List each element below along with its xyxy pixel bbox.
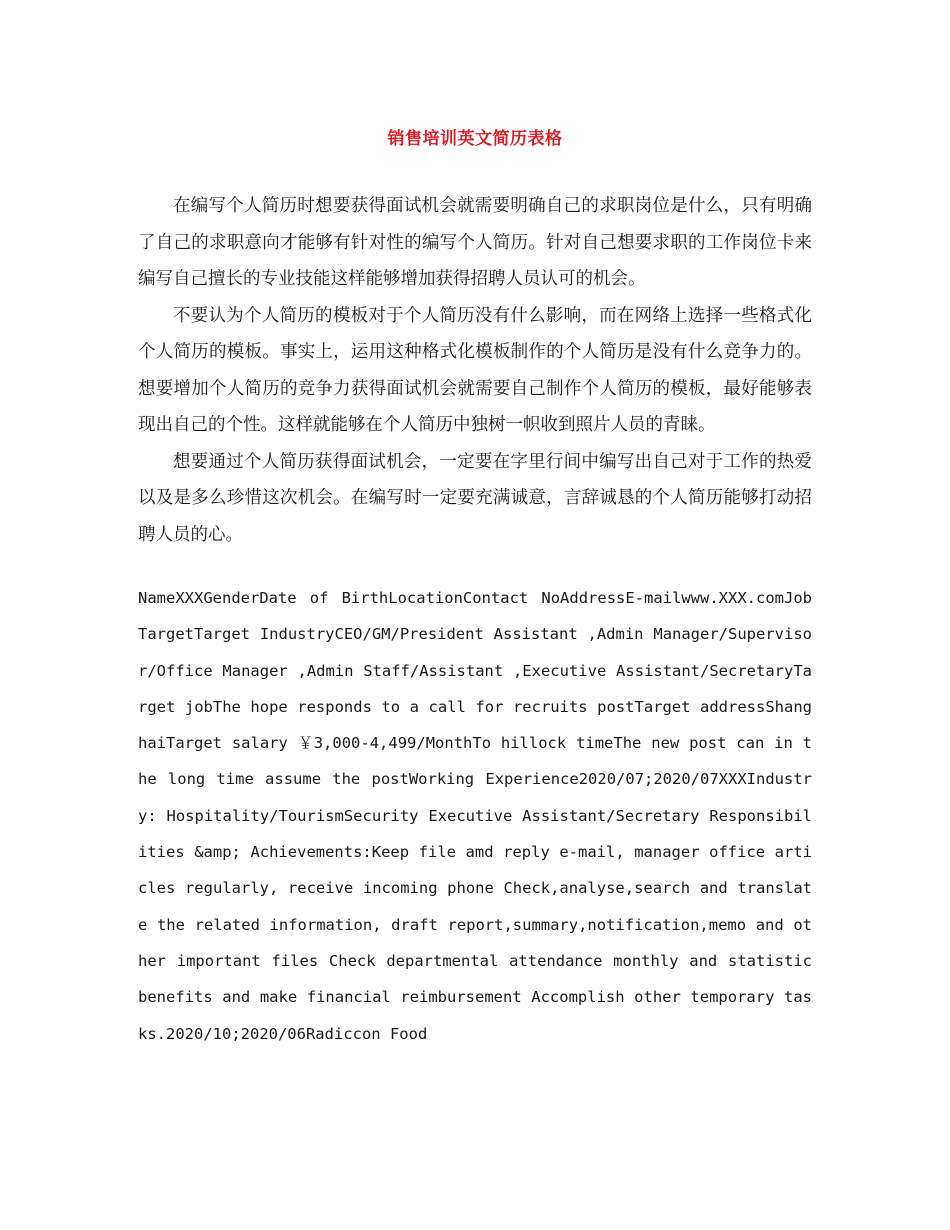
resume-english-block: NameXXXGenderDate of BirthLocationContact NoAddressE-mailwww.XXX.comJob TargetTarget IndustryCEO/GM/President Assistant ,Admin Manager/Supervisor/Office Manager ,Admin Staff/Assistant ,Executive Assistant/SecretaryTarget jobThe hope responds to a call for recruits postTarget addressShanghaiTarget salary ￥3,000-4,499/MonthTo hillock timeThe new post can in the long time assume the postWorking Experience2020/07;2020/07XXXIndustry: Hospitality/TourismSecurity Executive Assistant/Secretary Responsibilities &amp; Achievements:Keep file amd reply e-mail, manager office articles regularly, receive incoming phone Check,analyse,search and translate the related information, draft report,summary,notification,memo and other important files Check departmental attendance monthly and statistic benefits and make financial reimbursement Accomplish other temporary tasks.2020/10;2020/06Radiccon Food bbox=[138, 589, 812, 1043]
body-paragraph: 想要通过个人简历获得面试机会，一定要在字里行间中编写出自己对于工作的热爱以及是多么珍惜这次机会。在编写时一定要充满诚意，言辞诚恳的个人简历能够打动招聘人员的心。 bbox=[138, 451, 812, 545]
document-title: 销售培训英文简历表格 bbox=[387, 129, 563, 149]
chinese-body bbox=[138, 188, 812, 553]
body-paragraph: 在编写个人简历时想要获得面试机会就需要明确自己的求职岗位是什么，只有明确了自己的求职意向才能够有针对性的编写个人简历。针对自己想要求职的工作岗位卡来编写自己擅长的专业技能这样能够增加获得招聘人员认可的机会。 bbox=[138, 196, 812, 289]
body-paragraph: 不要认为个人简历的模板对于个人简历没有什么影响，而在网络上选择一些格式化个人简历的模板。事实上，运用这种格式化模板制作的个人简历是没有什么竞争力的。想要增加个人简历的竞争力获得面试机会就需要自己制作个人简历的模板，最好能够表现出自己的个性。这样就能够在个人简历中独树一帜收到照片人员的青睐。 bbox=[138, 305, 812, 435]
